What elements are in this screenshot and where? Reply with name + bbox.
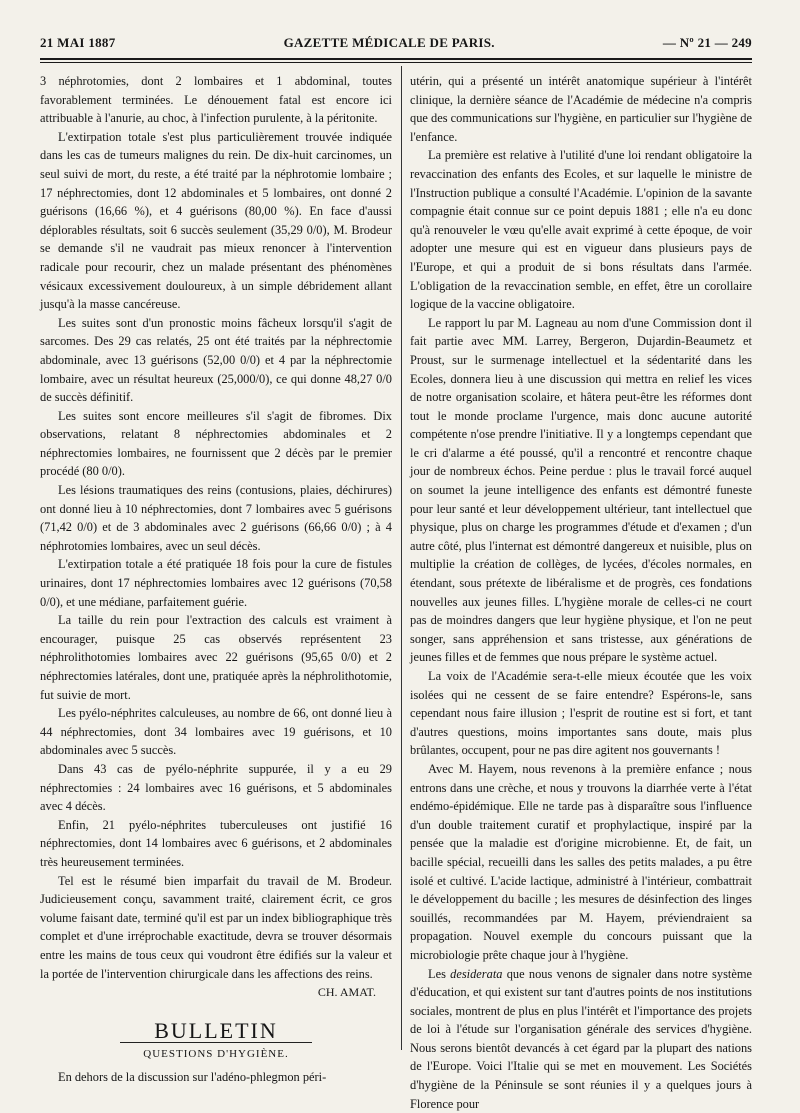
header-rule-thin xyxy=(40,62,752,63)
paragraph: utérin, qui a présenté un intérêt anatomique supérieur à l'intérêt clinique, la dernière séance de l'Académie de médecine n'a compris que des communications sur l'hygiène, en particulier sur l'hygiène de l'enfance. xyxy=(410,72,752,146)
paragraph: Le rapport lu par M. Lagneau au nom d'une Commission dont il fait partie avec MM. Larrey, Bergeron, Dujardin-Beaumetz et Proust, sur le surmenage intellectuel et la sédentarité dans les Ecoles, donnera lieu à une discussion qui mettra en relief les vices de notre organisation scolaire, et hâtera peut-être les réformes dont tout le monde proclame l'urgence, mais donc aucune autorité compétente n'ose prendre l'initiative. Il y a longtemps cependant que le cri d'alarme a été poussé, qu'il a rencontré et rencontre chaque jour de nombreux échos. Peine perdue : plus le travail forcé auquel on soumet la jeune intelligence des enfants est démontré funeste pour leur santé et leur développement ultérieur, tant intellectuel que physique, plus on charge les programmes d'étude et d'examen ; d'un autre côté, plus l'internat est démontré dangereux et nuisible, plus on multiplie la création de collèges, de lycées, d'écoles normales, en étendant, sous prétexte de libéralisme et de progrès, ces fondations nouvelles aux jeunes filles. L'hygiène morale de celles-ci ne court pas de moindres dangers que leur hygiène physique, et l'on ne peut songer, sans appréhension et sans tristesse, aux générations de jeunes filles et de femmes que nous prépare le système actuel. xyxy=(410,314,752,667)
paragraph xyxy=(410,965,752,1113)
paragraph: Les suites sont d'un pronostic moins fâcheux lorsqu'il s'agit de sarcomes. Des 29 cas relatés, 25 ont été traités par la néphrectomie abdominale, avec 13 guérisons (52,00 0/0) et 4 par la néphrectomie lombaire, avec un résultat heureux (25,000/0), ce qui donne 48,27 0/0 de succès définitif. xyxy=(40,314,392,407)
text-run: que nous venons de signaler dans notre système d'éducation, et qui existent sur tant d'autres points de nos institutions sociales, montrent de plus en plus l'intérêt et l'importance des projets de loi à l'étude sur l'organisation générale des services d'hygiène. Nous serons bientôt devancés à cet égard par la plupart des nations de l'Europe. Voici l'Italie qui se met en mouvement. Les Sociétés d'hygiène de la Péninsule se sont réunies il y a quelques jours à Florence pour xyxy=(410,967,752,1111)
header-issue: — Nº 21 — 249 xyxy=(663,35,752,51)
header-title: GAZETTE MÉDICALE DE PARIS. xyxy=(284,35,495,51)
paragraph: Dans 43 cas de pyélo-néphrite suppurée, il y a eu 29 néphrectomies : 24 lombaires avec 16 guérisons, et 5 abdominales avec 4 décès. xyxy=(40,760,392,816)
section-subtitle: QUESTIONS D'HYGIÈNE. xyxy=(40,1045,392,1064)
paragraph: Avec M. Hayem, nous revenons à la première enfance ; nous entrons dans une crèche, et nous y trouvons la diarrhée verte à l'état endémo-épidémique. Elle ne tarde pas à disparaître sous l'influence d'un double traitement curatif et prophylactique, inspiré par la pensée que la maladie est d'origine microbienne. Et, de fait, un bacille spécial, recueilli dans les salles des petits malades, a pu être isolé et cultivé. L'acide lactique, administré à l'intérieur, combattrait le développement du bacille ; les mesures de désinfection des linges souillés, recommandées par M. Hayem, préviendraient sa propagation. Nouvel exemple du concours puissant que la microbiologie prête chaque jour à l'hygiène. xyxy=(410,760,752,965)
paragraph: Les lésions traumatiques des reins (contusions, plaies, déchirures) ont donné lieu à 10 néphrectomies, dont 7 lombaires avec 5 guérisons (71,42 0/0) et de 3 abdominales avec 2 guérisons (66,66 0/0) ; à 4 néphrotomies lombaires, avec un seul décès. xyxy=(40,481,392,555)
paragraph: La taille du rein pour l'extraction des calculs est vraiment à encourager, puisque 25 cas observés représentent 23 néphrolithotomies lombaires avec 22 guérisons (95,65 0/0) et 2 néphrectomies latérales, dont une, pratiquée après la néphrolithotomie, fut suivie de mort. xyxy=(40,611,392,704)
header-rule xyxy=(40,58,752,60)
paragraph: Tel est le résumé bien imparfait du travail de M. Brodeur. Judicieusement conçu, savamment traité, clairement écrit, ce gros volume faisant date, terminé qu'il est par un index bibliographique très complet et d'une irréprochable exactitude, devra se trouver désormais entre les mains de tous ceux qui voudront être édifiés sur la valeur et la portée de l'intervention chirurgicale dans les affections des reins. xyxy=(40,872,392,984)
paragraph: L'extirpation totale s'est plus particulièrement trouvée indiquée dans les cas de tumeurs malignes du rein. De dix-huit carcinomes, un seul suivi de mort, du reste, a été traité par la néphrotomie lombaire ; 17 néphrectomies, dont 12 abdominales et 5 lombaires, ont donné 2 guérisons (16,66 %), et 4 guérisons (80,00 %). En face d'aussi déplorables résultats, soit 6 succès seulement (35,29 0/0), M. Brodeur se demande s'il ne vaudrait pas mieux renoncer à l'intervention radicale pour recourir, chez un malade présentant des phénomènes vésicaux excessivement douloureux, à un simple débridement allant jusqu'à la masse cancéreuse. xyxy=(40,128,392,314)
paragraph: 3 néphrotomies, dont 2 lombaires et 1 abdominal, toutes favorablement terminées. Le dénouement fatal est encore ici attribuable à l'anurie, au choc, à l'infection purulente, à la péritonite. xyxy=(40,72,392,128)
emphasis: desiderata xyxy=(450,967,502,981)
paragraph: La voix de l'Académie sera-t-elle mieux écoutée que les voix isolées qui ne cessent de se faire entendre? Espérons-le, sans cependant nous faire illusion ; l'esprit de routine est si fort, et tant d'autres questions, moins importantes sans doute, mais plus brûlantes, occupent, pour ne pas dire agitent nos gouvernants ! xyxy=(410,667,752,760)
author-signature: CH. AMAT. xyxy=(40,983,392,1002)
section-title: BULLETIN xyxy=(40,1022,392,1041)
paragraph: La première est relative à l'utilité d'une loi rendant obligatoire la revaccination des enfants des Ecoles, et sur laquelle le ministre de l'Instruction publique a consulté l'Académie. L'opinion de la savante compagnie était connue sur ce point depuis 1881 ; elle n'a eu donc qu'à renouveler le vœu qu'elle avait exprimé à cette époque, de voir adopter une mesure qui est en vigueur dans plusieurs pays de l'Europe, et qui a produit de si bons résultats dans l'armée. L'obligation de la revaccination semble, en effet, être un corollaire logique de la vaccine obligatoire. xyxy=(410,146,752,313)
paragraph: Enfin, 21 pyélo-néphrites tuberculeuses ont justifié 16 néphrectomies, dont 14 lombaires avec 6 guérisons, et 2 abdominales très heureusement terminées. xyxy=(40,816,392,872)
paragraph: L'extirpation totale a été pratiquée 18 fois pour la cure de fistules urinaires, dont 17 néphrectomies lombaires avec 12 guérisons (70,58 0/0), et une médiane, parfaitement guérie. xyxy=(40,555,392,611)
text-run: Les xyxy=(428,967,450,981)
paragraph: Les suites sont encore meilleures s'il s'agit de fibromes. Dix observations, relatant 8 néphrectomies abdominales et 2 néphrectomies lombaires, ne fournissent que 2 décès par le premier procédé (80 0/0). xyxy=(40,407,392,481)
page-header xyxy=(40,30,752,56)
right-column xyxy=(410,72,752,1058)
left-column xyxy=(40,72,392,1058)
header-date: 21 MAI 1887 xyxy=(40,35,116,51)
column-divider xyxy=(401,66,402,1050)
paragraph: Les pyélo-néphrites calculeuses, au nombre de 66, ont donné lieu à 44 néphrectomies, dont 34 lombaires avec 19 guérisons, et 10 abdominales avec 5 succès. xyxy=(40,704,392,760)
paragraph: En dehors de la discussion sur l'adéno-phlegmon péri- xyxy=(40,1068,392,1087)
